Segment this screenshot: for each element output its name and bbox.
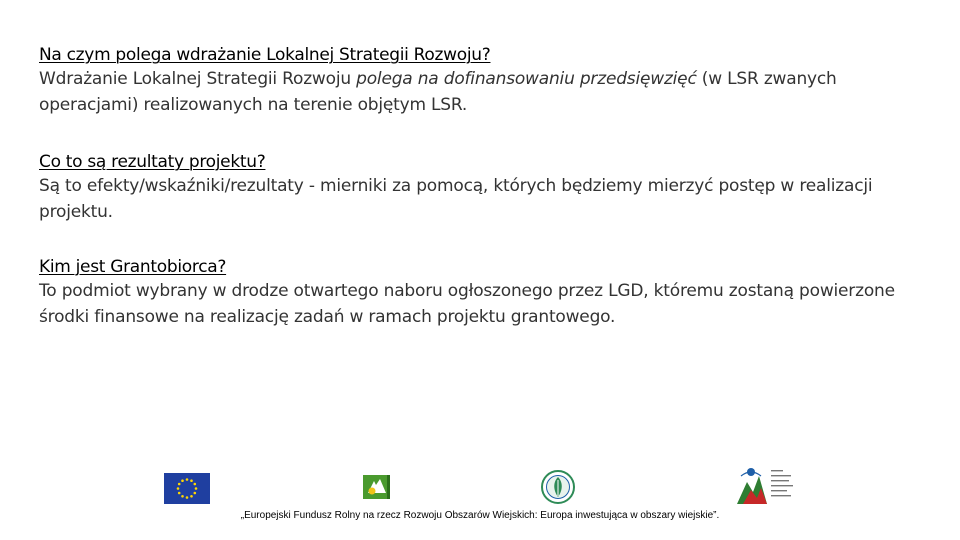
lgd-logo-icon	[733, 464, 797, 506]
eu-flag-icon	[164, 473, 210, 504]
footer-caption: „Europejski Fundusz Rolny na rzecz Rozwoju Obszarów Wiejskich: Europa inwestująca w obszary wiejskie”.	[240, 510, 720, 521]
answer-text	[39, 66, 919, 118]
prow-logo-icon	[541, 470, 575, 504]
leader-logo-icon	[360, 471, 392, 503]
section-project-results	[39, 151, 919, 225]
answer-text: To podmiot wybrany w drodze otwartego naboru ogłoszonego przez LGD, któremu zostaną powierzone środki finansowe na realizację zadań w ramach projektu grantowego.	[39, 281, 895, 327]
eu-stars-icon	[164, 473, 210, 504]
answer-text-part: (w LSR zwanych operacjami) realizowanych na terenie objętym LSR.	[39, 69, 837, 115]
question-heading: Kim jest Grantobiorca?	[39, 257, 227, 277]
question-heading: Co to są rezultaty projektu?	[39, 152, 266, 172]
answer-text-part: Wdrażanie Lokalnej Strategii Rozwoju	[39, 69, 357, 89]
question-heading: Na czym polega wdrażanie Lokalnej Strategii Rozwoju?	[39, 45, 491, 65]
answer-text: Są to efekty/wskaźniki/rezultaty - mierniki za pomocą, których będziemy mierzyć postęp w realizacji projektu.	[39, 176, 873, 222]
section-lsr-implementation	[39, 44, 919, 118]
answer-text-italic: polega na dofinansowaniu przedsięwzięć	[356, 69, 697, 89]
section-grant-recipient	[39, 256, 919, 330]
